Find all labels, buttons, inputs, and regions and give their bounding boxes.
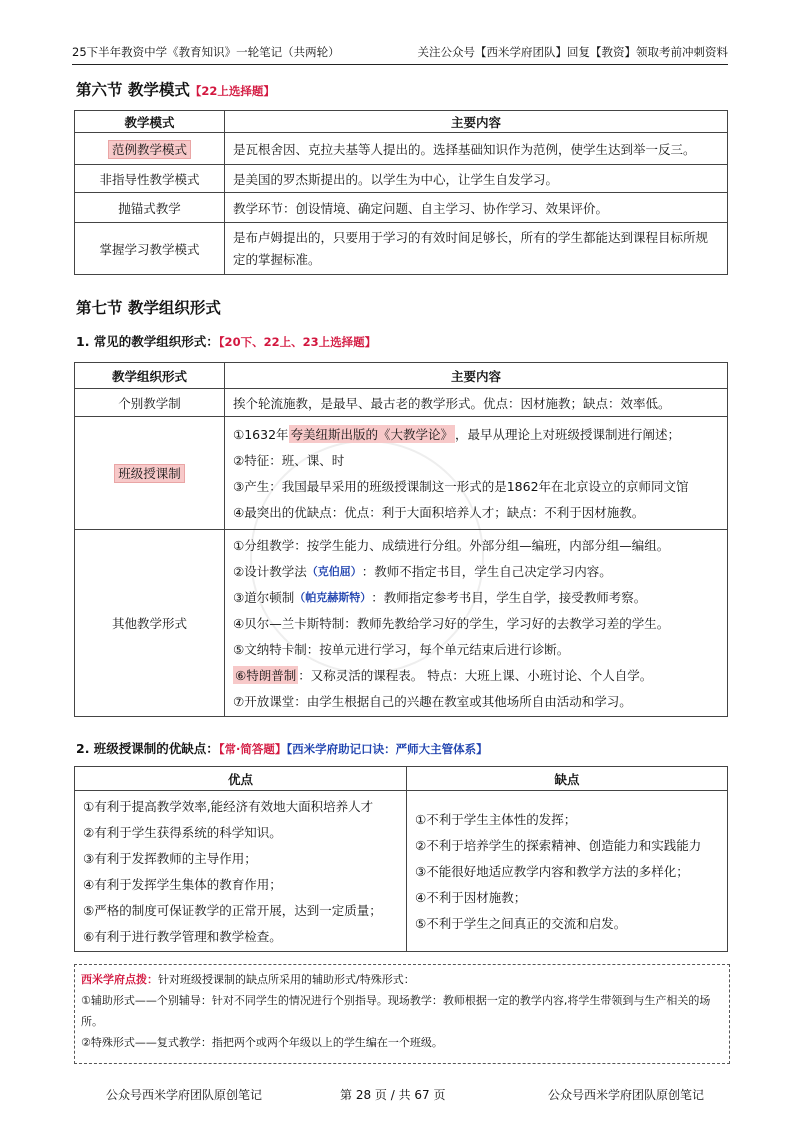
list-item: ②设计教学法 （克伯屈） ：教师不指定书目，学生自己决定学习内容。 <box>233 564 612 579</box>
table-header-row <box>75 363 728 389</box>
header-rule <box>72 64 728 65</box>
pro-item: ③有利于发挥教师的主导作用； <box>83 851 257 866</box>
row-content: 是布卢姆提出的，只要用于学习的有效时间足够长，所有的学生都能达到课程目标所规定的掌握标准。 <box>225 223 728 275</box>
col-header-model: 教学模式 <box>75 111 225 133</box>
con-item: ②不利于培养学生的探索精神、创造能力和实践能力 <box>415 838 702 853</box>
person-tag: （帕克赫斯特） <box>294 591 372 604</box>
row-name <box>75 417 225 530</box>
subsection-2-tag: 【常·简答题】 <box>218 742 287 756</box>
tip-box <box>74 964 730 1064</box>
pro-item: ①有利于提高教学效率,能经济有效地大面积培养人才 <box>83 799 374 814</box>
section-6-heading <box>76 78 275 100</box>
pro-item: ②有利于学生获得系统的科学知识。 <box>83 825 282 840</box>
list-item: ④贝尔—兰卡斯特制：教师先教给学习好的学生，学习好的去教学习差的学生。 <box>233 616 670 631</box>
pro-item: ④有利于发挥学生集体的教育作用； <box>83 877 282 892</box>
col-header-content: 主要内容 <box>225 111 728 133</box>
row-name: 个别教学制 <box>75 389 225 417</box>
tip-line: ①辅助形式——个别辅导：针对不同学生的情况进行个别指导。现场教学：教师根据一定的教学内容,将学生带领到与生产相关的场所。 <box>81 994 711 1028</box>
col-header-cons: 缺点 <box>407 767 728 791</box>
tip-line: 西米学府点拨：针对班级授课制的缺点所采用的辅助形式/特殊形式： <box>81 973 415 986</box>
table-row <box>75 791 728 952</box>
table-row <box>75 165 728 193</box>
list-item: ①分组教学：按学生能力、成绩进行分组。外部分组—编班，内部分组—编组。 <box>233 538 670 553</box>
cons-cell <box>407 791 728 952</box>
col-header-pros: 优点 <box>75 767 407 791</box>
table-row <box>75 417 728 530</box>
row-name: 非指导性教学模式 <box>75 165 225 193</box>
list-item: ②特征：班、课、时 <box>233 453 345 468</box>
highlighted-text: ⑥特朗普制 <box>235 668 297 683</box>
page-number: 第 28 页 / 共 67 页 <box>340 1088 446 1102</box>
teaching-organization-table <box>74 362 728 717</box>
row-name: 其他教学形式 <box>75 530 225 717</box>
pro-item: ⑥有利于进行教学管理和教学检查。 <box>83 929 282 944</box>
row-name <box>75 133 225 165</box>
footer-right: 公众号西米学府团队原创笔记 <box>548 1088 705 1102</box>
pros-cons-table <box>74 766 728 952</box>
section-6-tag: 【22上选择题】 <box>189 84 275 98</box>
subsection-1-tag: 【20下、22上、23上选择题】 <box>218 335 377 349</box>
col-header-content: 主要内容 <box>225 363 728 389</box>
row-content: 是美国的罗杰斯提出的。以学生为中心，让学生自发学习。 <box>225 165 728 193</box>
page-header <box>72 38 728 60</box>
list-item: ⑤文纳特卡制：按单元进行学习，每个单元结束后进行诊断。 <box>233 642 570 657</box>
subsection-1-title: 1. 常见的教学组织形式： <box>76 334 219 349</box>
row-content <box>225 530 728 717</box>
table-header-row <box>75 111 728 133</box>
teaching-model-table <box>74 110 728 275</box>
list-item: ⑥特朗普制 ：又称灵活的课程表。 特点：大班上课、小班讨论、个人自学。 <box>235 668 653 683</box>
table-row <box>75 223 728 275</box>
subsection-2-heading <box>76 739 488 757</box>
person-tag: （克伯屈） <box>306 565 362 578</box>
highlighted-term: 范例教学模式 <box>108 140 191 159</box>
table-row <box>75 389 728 417</box>
pro-item: ⑤严格的制度可保证教学的正常开展，达到一定质量； <box>83 903 382 918</box>
header-right: 关注公众号【西米学府团队】回复【教资】领取考前冲刺资料 <box>417 45 728 59</box>
header-left: 25下半年教资中学《教育知识》一轮笔记（共两轮） <box>72 45 340 59</box>
con-item: ⑤不利于学生之间真正的交流和启发。 <box>415 916 627 931</box>
row-content: 是瓦根舍因、克拉夫基等人提出的。选择基础知识作为范例，使学生达到举一反三。 <box>225 133 728 165</box>
list-item: ④最突出的优缺点：优点：利于大面积培养人才；缺点：不利于因材施教。 <box>233 505 645 520</box>
con-item: ④不利于因材施教； <box>415 890 527 905</box>
footer-left: 公众号西米学府团队原创笔记 <box>106 1088 263 1102</box>
table-row <box>75 133 728 165</box>
row-name: 抛锚式教学 <box>75 193 225 223</box>
list-item: ③道尔顿制 （帕克赫斯特） ：教师指定参考书目，学生自学，接受教师考察。 <box>233 590 647 605</box>
section-7-title: 第七节 教学组织形式 <box>76 299 221 317</box>
list-item: ⑦开放课堂：由学生根据自己的兴趣在教室或其他场所自由活动和学习。 <box>233 694 632 709</box>
col-header-form: 教学组织形式 <box>75 363 225 389</box>
highlighted-text: 夸美纽斯出版的《大教学论》 <box>290 427 454 442</box>
row-content <box>225 417 728 530</box>
highlighted-term: 班级授课制 <box>114 464 185 483</box>
list-item: ①1632年 夸美纽斯出版的《大教学论》 ，最早从理论上对班级授课制进行阐述； <box>233 427 681 442</box>
con-item: ③不能很好地适应教学内容和教学方法的多样化； <box>415 864 689 879</box>
table-row <box>75 530 728 717</box>
list-item: ③产生：我国最早采用的班级授课制这一形式的是1862年在北京设立的京师同文馆 <box>233 479 689 494</box>
row-name: 掌握学习教学模式 <box>75 223 225 275</box>
tip-line: ②特殊形式——复式教学：指把两个或两个年级以上的学生编在一个班级。 <box>81 1036 443 1049</box>
row-content: 教学环节：创设情境、确定问题、自主学习、协作学习、效果评价。 <box>225 193 728 223</box>
table-header-row <box>75 767 728 791</box>
table-row <box>75 193 728 223</box>
pros-cell <box>75 791 407 952</box>
row-content: 挨个轮流施教，是最早、最古老的教学形式。优点：因材施教；缺点：效率低。 <box>225 389 728 417</box>
subsection-2-title: 2. 班级授课制的优缺点： <box>76 741 219 756</box>
subsection-1-heading <box>76 332 376 350</box>
section-6-title: 第六节 教学模式 <box>76 81 190 99</box>
con-item: ①不利于学生主体性的发挥； <box>415 812 577 827</box>
tip-lead: 西米学府点拨： <box>81 973 158 986</box>
mnemonic-tag: 【西米学府助记口诀：严师大主管体系】 <box>286 742 488 756</box>
